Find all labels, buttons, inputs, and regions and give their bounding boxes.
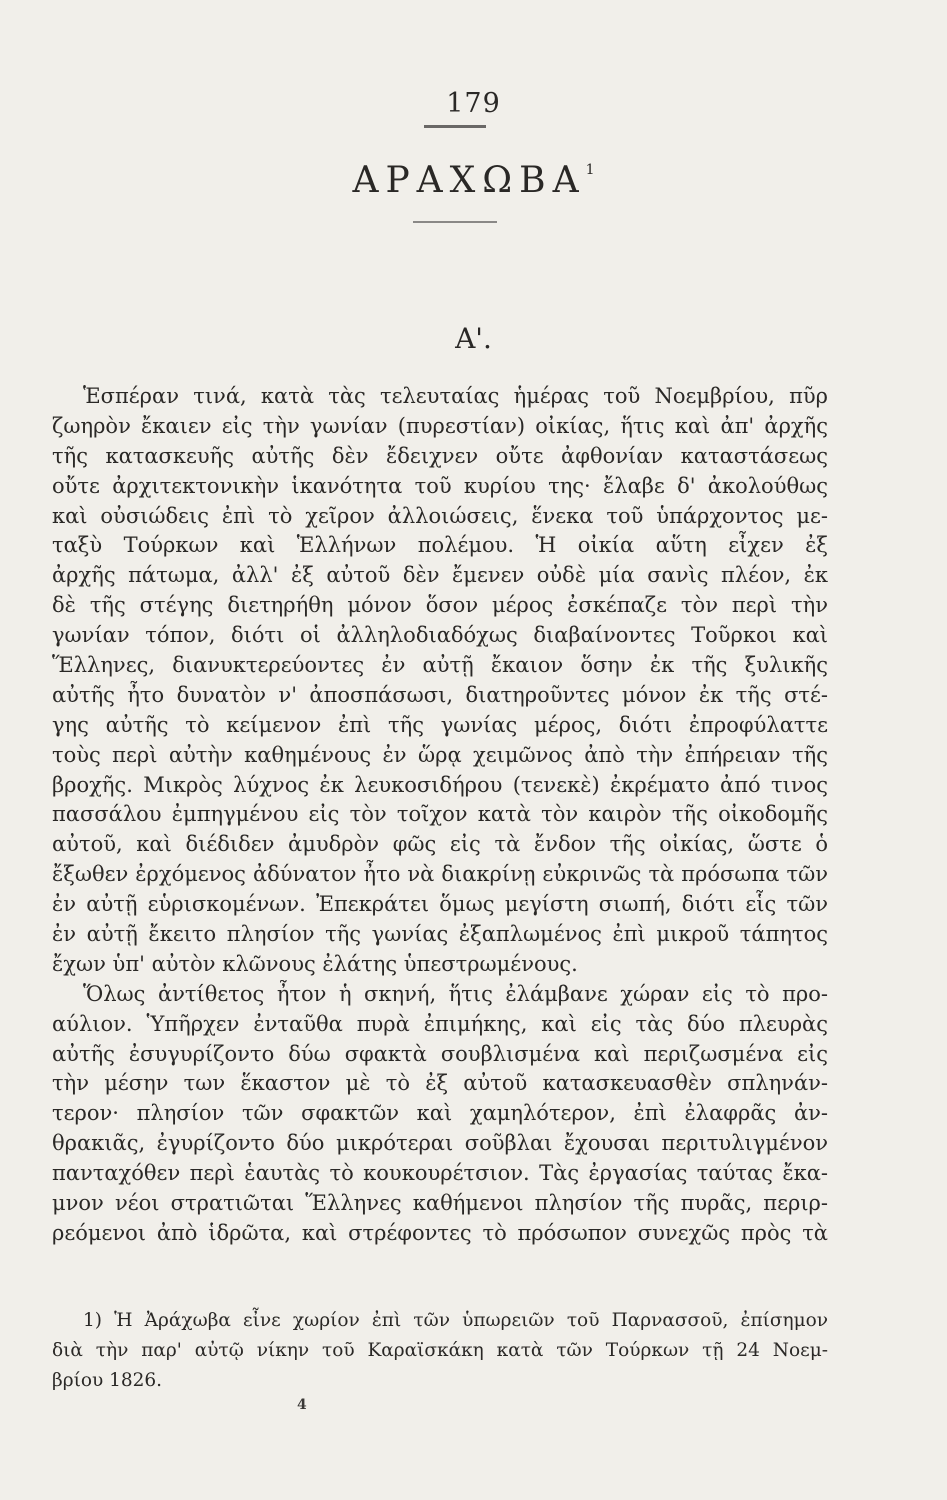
- footnote-line: διὰ τὴν παρ' αὐτῷ νίκην τοῦ Καραϊσκάκη κατὰ τῶν Τούρκων τῇ 24 Νοεμ-: [52, 1340, 828, 1361]
- chapter-title: [0, 160, 947, 201]
- text-line: γης αὐτῆς τὸ κείμενον ἐπὶ τῆς γωνίας μέρος, διότι ἐπροφύλαττε: [52, 712, 828, 737]
- text-line: Ἑσπέραν τινά, κατὰ τὰς τελευταίας ἡμέρας τοῦ Νοεμβρίου, πῦρ: [83, 384, 828, 408]
- footnote: [52, 1306, 828, 1396]
- text-line: πασσάλου ἐμπηγμένου εἰς τὸν τοῖχον κατὰ τὸν καιρὸν τῆς οἰκοδομῆς: [52, 802, 828, 827]
- title-rule: [413, 221, 497, 223]
- text-line: ἐν αὐτῇ ἔκειτο πλησίον τῆς γωνίας ἐξαπλωμένος ἐπὶ μικροῦ τάπητος: [52, 922, 828, 947]
- footnote-line: βρίου 1826.: [52, 1370, 163, 1391]
- chapter-footnote-marker: 1: [585, 162, 595, 178]
- page-number: 179: [446, 88, 501, 119]
- text-line: καὶ οὐσιώδεις ἐπὶ τὸ χεῖρον ἀλλοιώσεις, ἕνεκα τοῦ ὑπάρχοντος με-: [52, 503, 828, 528]
- text-line: τερον· πλησίον τῶν σφακτῶν καὶ χαμηλότερον, ἐπὶ ἐλαφρᾶς ἀν-: [52, 1101, 828, 1126]
- footnote-line: 1) Ἡ Ἀράχωβα εἶνε χωρίον ἐπὶ τῶν ὑπωρειῶν τοῦ Παρνασσοῦ, ἐπίσημον: [83, 1310, 828, 1331]
- text-line: βροχῆς. Μικρὸς λύχνος ἐκ λευκοσιδήρου (τενεκὲ) ἐκρέματο ἀπό τινος: [52, 772, 828, 797]
- text-line: ταξὺ Τούρκων καὶ Ἑλλήνων πολέμου. Ἡ οἰκία αὕτη εἶχεν ἐξ: [52, 533, 828, 558]
- body-text: [52, 382, 828, 1249]
- section-number: Α'.: [455, 322, 492, 355]
- text-line: αὐτοῦ, καὶ διέδιδεν ἀμυδρὸν φῶς εἰς τὰ ἔνδον τῆς οἰκίας, ὥστε ὁ: [52, 832, 828, 857]
- signature-mark: 4: [297, 1397, 307, 1413]
- text-line: αύλιον. Ὑπῆρχεν ἐνταῦθα πυρὰ ἐπιμήκης, καὶ εἰς τὰς δύο πλευρὰς: [52, 1011, 828, 1036]
- text-line: μνον νέοι στρατιῶται Ἕλληνες καθήμενοι πλησίον τῆς πυρᾶς, περιρ-: [52, 1191, 828, 1216]
- text-line: πανταχόθεν περὶ ἑαυτὰς τὸ κουκουρέτσιον. Τὰς ἐργασίας ταύτας ἔκα-: [52, 1161, 828, 1186]
- text-line: θρακιᾶς, ἐγυρίζοντο δύο μικρότεραι σοῦβλαι ἔχουσαι περιτυλιγμένον: [52, 1131, 828, 1156]
- text-line: ζωηρὸν ἔκαιεν εἰς τὴν γωνίαν (πυρεστίαν) οἰκίας, ἥτις καὶ ἀπ' ἀρχῆς: [52, 413, 828, 438]
- text-line: ἔξωθεν ἐρχόμενος ἀδύνατον ἦτο νὰ διακρίνῃ εὐκρινῶς τὰ πρόσωπα τῶν: [52, 862, 828, 887]
- text-line: ἀρχῆς πάτωμα, ἀλλ' ἐξ αὐτοῦ δὲν ἔμενεν οὐδὲ μία σανὶς πλέον, ἐκ: [52, 563, 828, 588]
- text-line: γωνίαν τόπον, διότι οἱ ἀλληλοδιαδόχως διαβαίνοντες Τοῦρκοι καὶ: [52, 623, 828, 648]
- text-line: Ἕλληνες, διανυκτερεύοντες ἐν αὐτῇ ἔκαιον ὅσην ἐκ τῆς ξυλικῆς: [52, 653, 828, 678]
- text-line: δὲ τῆς στέγης διετηρήθη μόνον ὅσον μέρος ἐσκέπαζε τὸν περὶ τὴν: [52, 593, 828, 618]
- text-line: αὐτῆς ἐσυγυρίζοντο δύω σφακτὰ σουβλισμένα καὶ περιζωσμένα εἰς: [52, 1041, 828, 1066]
- chapter-title-text: ΑΡΑΧΩΒΑ: [352, 160, 586, 201]
- text-line: αὐτῆς ἦτο δυνατὸν ν' ἀποσπάσωσι, διατηροῦντες μόνον ἐκ τῆς στέ-: [52, 682, 828, 707]
- text-line: Ὅλως ἀντίθετος ἦτον ἡ σκηνή, ἥτις ἐλάμβανε χώραν εἰς τὸ προ-: [83, 981, 828, 1006]
- text-line: τὴν μέσην των ἕκαστον μὲ τὸ ἐξ αὐτοῦ κατασκευασθὲν σπληνάν-: [52, 1071, 828, 1096]
- text-line: τῆς κατασκευῆς αὐτῆς δὲν ἔδειχνεν οὔτε ἀφθονίαν καταστάσεως: [52, 443, 828, 468]
- page-number-underline: [424, 125, 486, 128]
- text-line: ἐν αὐτῇ εὑρισκομένων. Ἐπεκράτει ὅμως μεγίστη σιωπή, διότι εἷς τῶν: [52, 892, 828, 917]
- text-line: ἔχων ὑπ' αὐτὸν κλῶνους ἐλάτης ὑπεστρωμένους.: [52, 951, 578, 976]
- text-line: οὔτε ἀρχιτεκτονικὴν ἱκανότητα τοῦ κυρίου της· ἔλαβε δ' ἀκολούθως: [52, 473, 828, 498]
- text-line: τοὺς περὶ αὐτὴν καθημένους ἐν ὥρᾳ χειμῶνος ἀπὸ τὴν ἐπήρειαν τῆς: [52, 742, 828, 767]
- text-line: ρεόμενοι ἀπὸ ἱδρῶτα, καὶ στρέφοντες τὸ πρόσωπον συνεχῶς πρὸς τὰ: [52, 1220, 828, 1245]
